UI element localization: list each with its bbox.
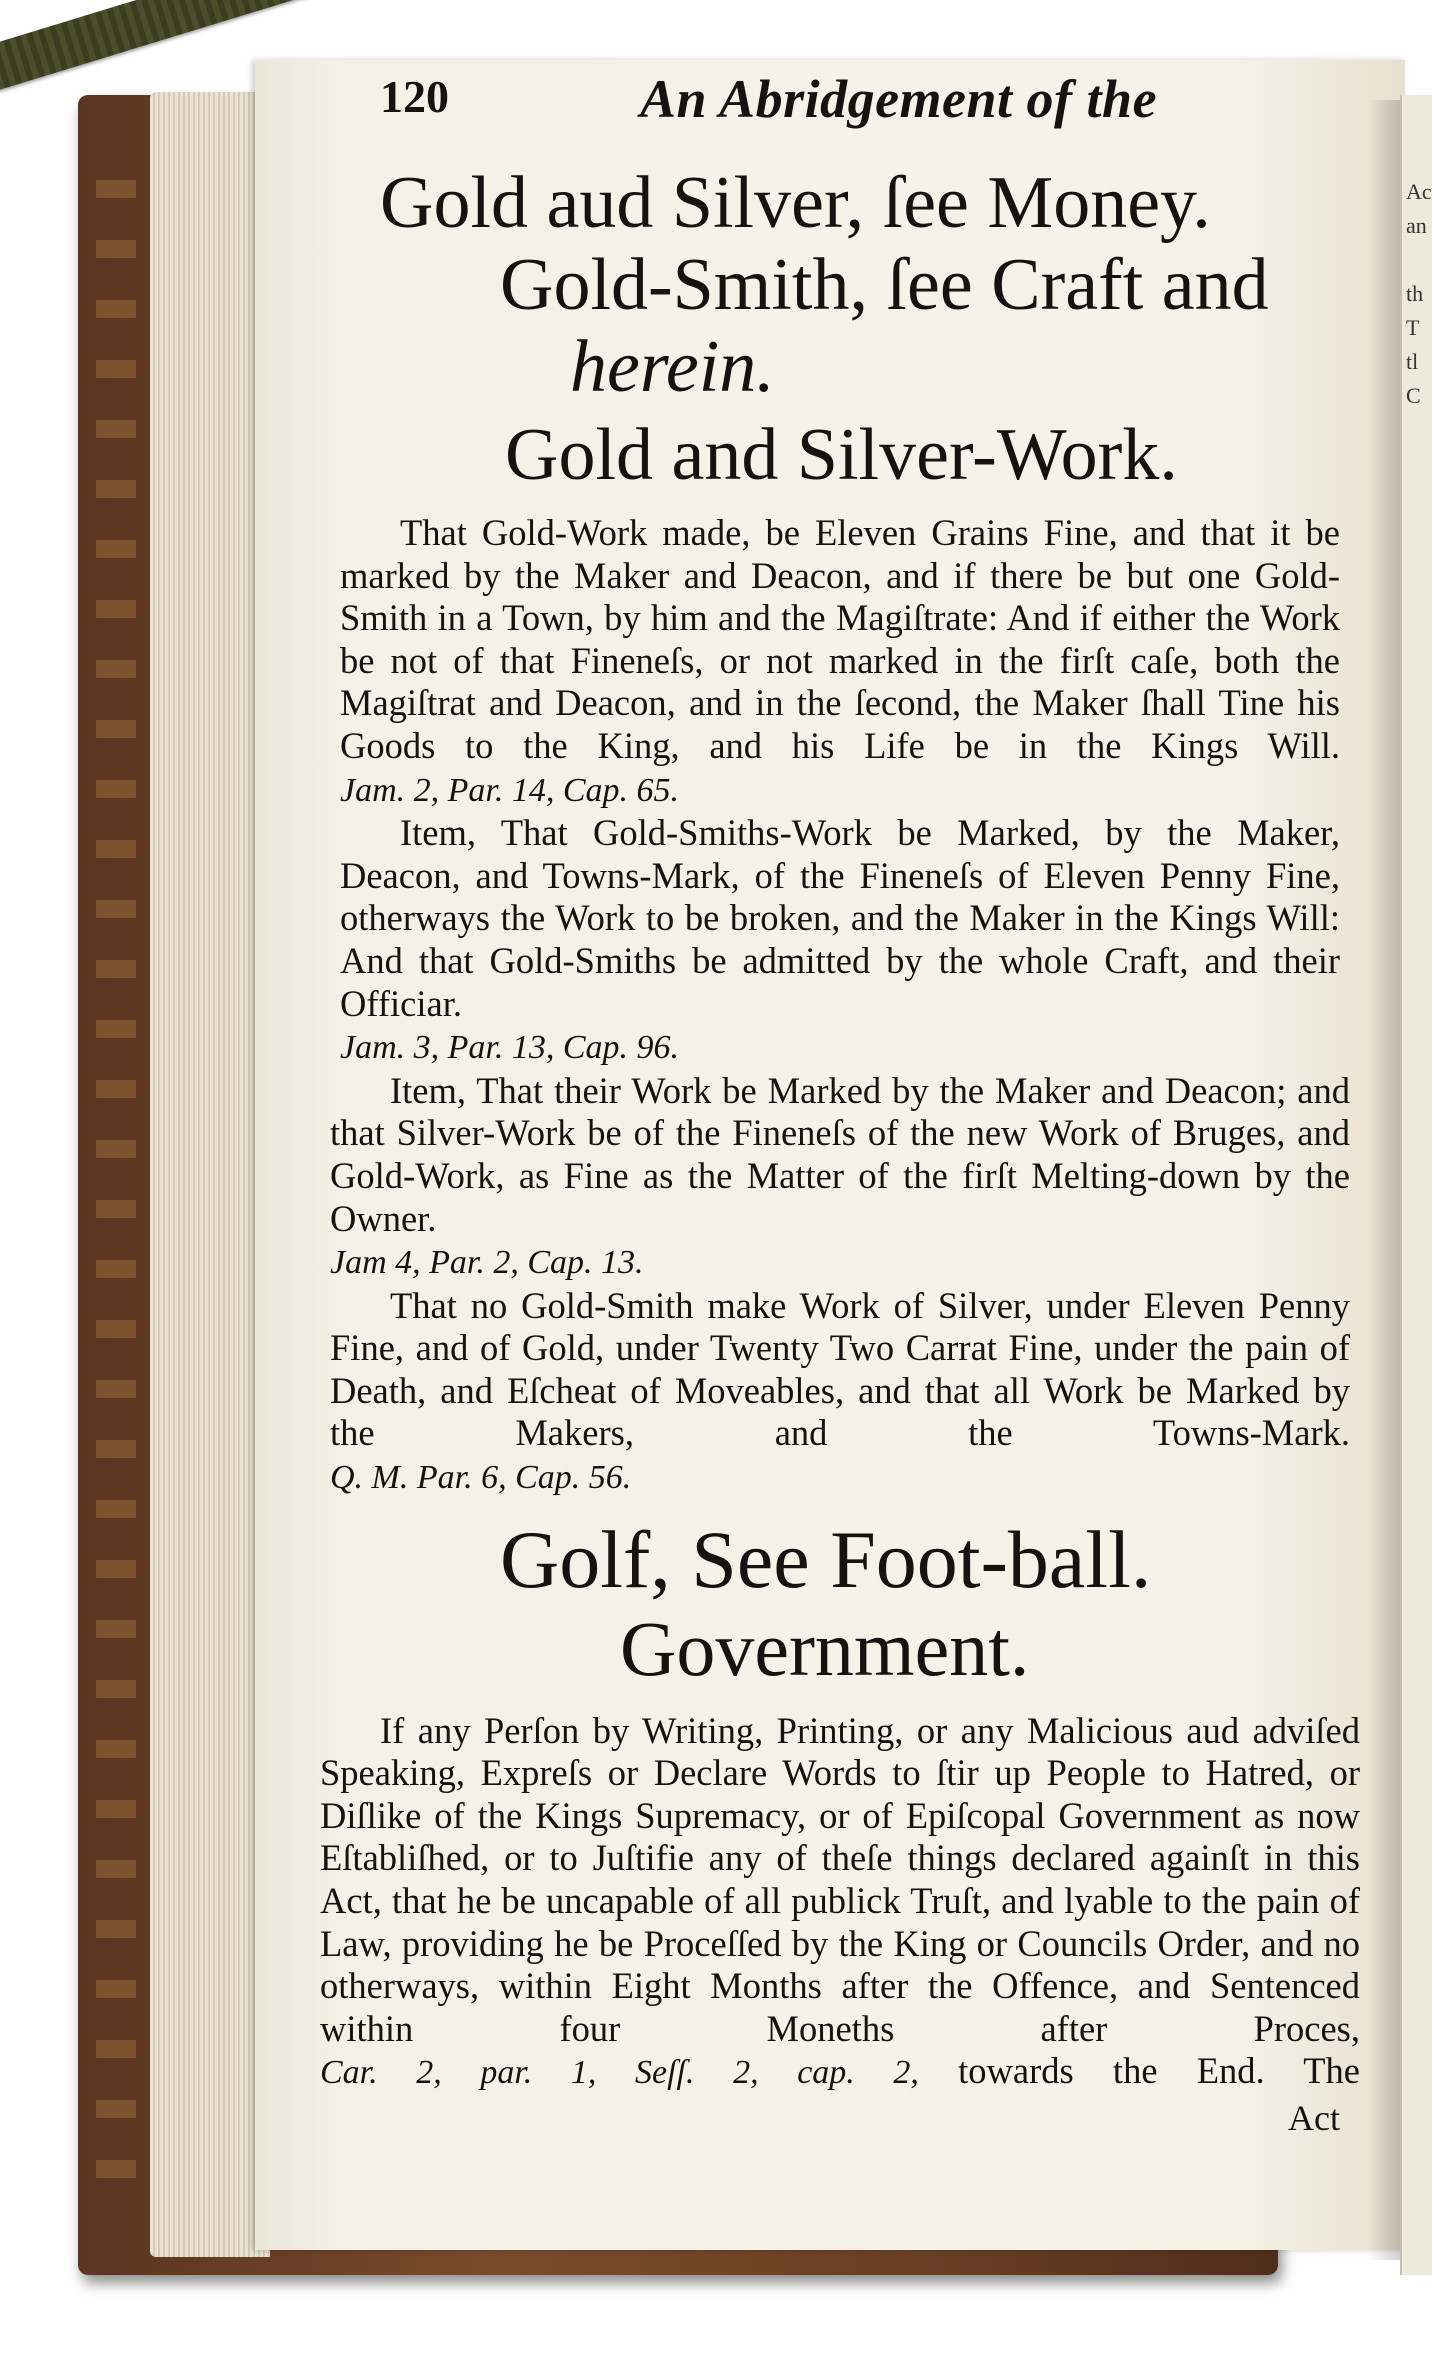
facing-fragment: T bbox=[1406, 315, 1420, 340]
page-number: 120 bbox=[380, 71, 449, 122]
citation: Jam. 3, Par. 13, Cap. 96. bbox=[340, 1029, 680, 1067]
citation: Car. 2, par. 1, Seſſ. 2, cap. 2, bbox=[320, 2054, 919, 2092]
paragraph: Item, That Gold-Smiths-Work be Marked, by the Maker, Deacon, and Towns-Mark, of the Fineneſs of Eleven Penny Fine, otherways the Work to be broken, and the Maker in the Kings Will: And that Gold-Smiths be admitted by the whole Craft, and their Officiar. bbox=[340, 812, 1340, 1024]
page-text bbox=[320, 66, 1380, 2139]
catchword: Act bbox=[1288, 2098, 1340, 2138]
heading-gold-silver: Gold aud Silver, ſee Money. bbox=[380, 162, 1211, 244]
citation: Jam 4, Par. 2, Cap. 13. bbox=[330, 1244, 644, 1282]
paragraph: Item, That their Work be Marked by the Maker and Deacon; and that Silver-Work be of the Fineneſs of the new Work of Bruges, and Gold-Work, as Fine as the Matter of the firſt Melting-down by the Owner. bbox=[330, 1069, 1350, 1239]
citation: Q. M. Par. 6, Cap. 56. bbox=[330, 1459, 632, 1497]
facing-fragment: th bbox=[1406, 281, 1424, 306]
spine-tooling bbox=[96, 180, 136, 2180]
page-edges bbox=[150, 92, 270, 2257]
citation: Jam. 2, Par. 14, Cap. 65. bbox=[340, 771, 680, 809]
running-head bbox=[340, 66, 1380, 156]
heading-gold-smith: Gold-Smith, ſee Craft and bbox=[500, 244, 1269, 326]
paragraph: That Gold-Work made, be Eleven Grains Fine, and that it be marked by the Maker and Deacon, and if there be but one Gold-Smith in a Town, by him and the Magiſtrate: And if either the Work be not of that Fineneſs, or not marked in the firſt caſe, both the Magiſtrat and Deacon, and in the ſecond, the Maker ſhall Tine his Goods to the King, and his Life be in the Kings Will. bbox=[340, 512, 1340, 766]
facing-fragment: tl bbox=[1406, 349, 1419, 374]
paragraph-tail: towards the End. The bbox=[958, 2050, 1360, 2092]
section-gold-silver-work bbox=[340, 512, 1340, 1070]
facing-fragment: an bbox=[1406, 213, 1427, 238]
paragraph: If any Perſon by Writing, Printing, or any Malicious aud adviſed Speaking, Expreſs or Declare Words to ſtir up People to Hatred, or Diſlike of the Kings Supremacy, or of Epiſcopal Government as now Eſtabliſhed, or to Juſtifie any of theſe things declared againſt in this Act, that he be uncapable of all publick Truſt, and lyable to the pain of Law, providing he be Proceſſed by the King or Councils Order, and no otherways, within Eight Months after the Offence, and Sentenced within four Moneths after Proces, bbox=[320, 1709, 1360, 2049]
heading-gold-silver-work: Gold and Silver-Work. bbox=[505, 414, 1178, 496]
section-gold-silver-work-cont bbox=[330, 1070, 1350, 1500]
running-title: An Abridgement of the bbox=[640, 69, 1158, 129]
heading-gold-smith-cont: herein. bbox=[570, 326, 775, 408]
paragraph: That no Gold-Smith make Work of Silver, under Eleven Penny Fine, and of Gold, under Twenty Two Carrat Fine, under the pain of Death, and Eſcheat of Moveables, and that all Work be Marked by the Makers, and the Towns-Mark. bbox=[330, 1284, 1350, 1454]
section-government bbox=[320, 1710, 1360, 2139]
facing-fragment: C bbox=[1406, 383, 1421, 408]
heading-golf: Golf, See Foot-ball. bbox=[500, 1513, 1152, 1605]
facing-page bbox=[1400, 95, 1432, 2275]
heading-government: Government. bbox=[620, 1604, 1030, 1692]
facing-fragment: Ac bbox=[1406, 179, 1432, 204]
